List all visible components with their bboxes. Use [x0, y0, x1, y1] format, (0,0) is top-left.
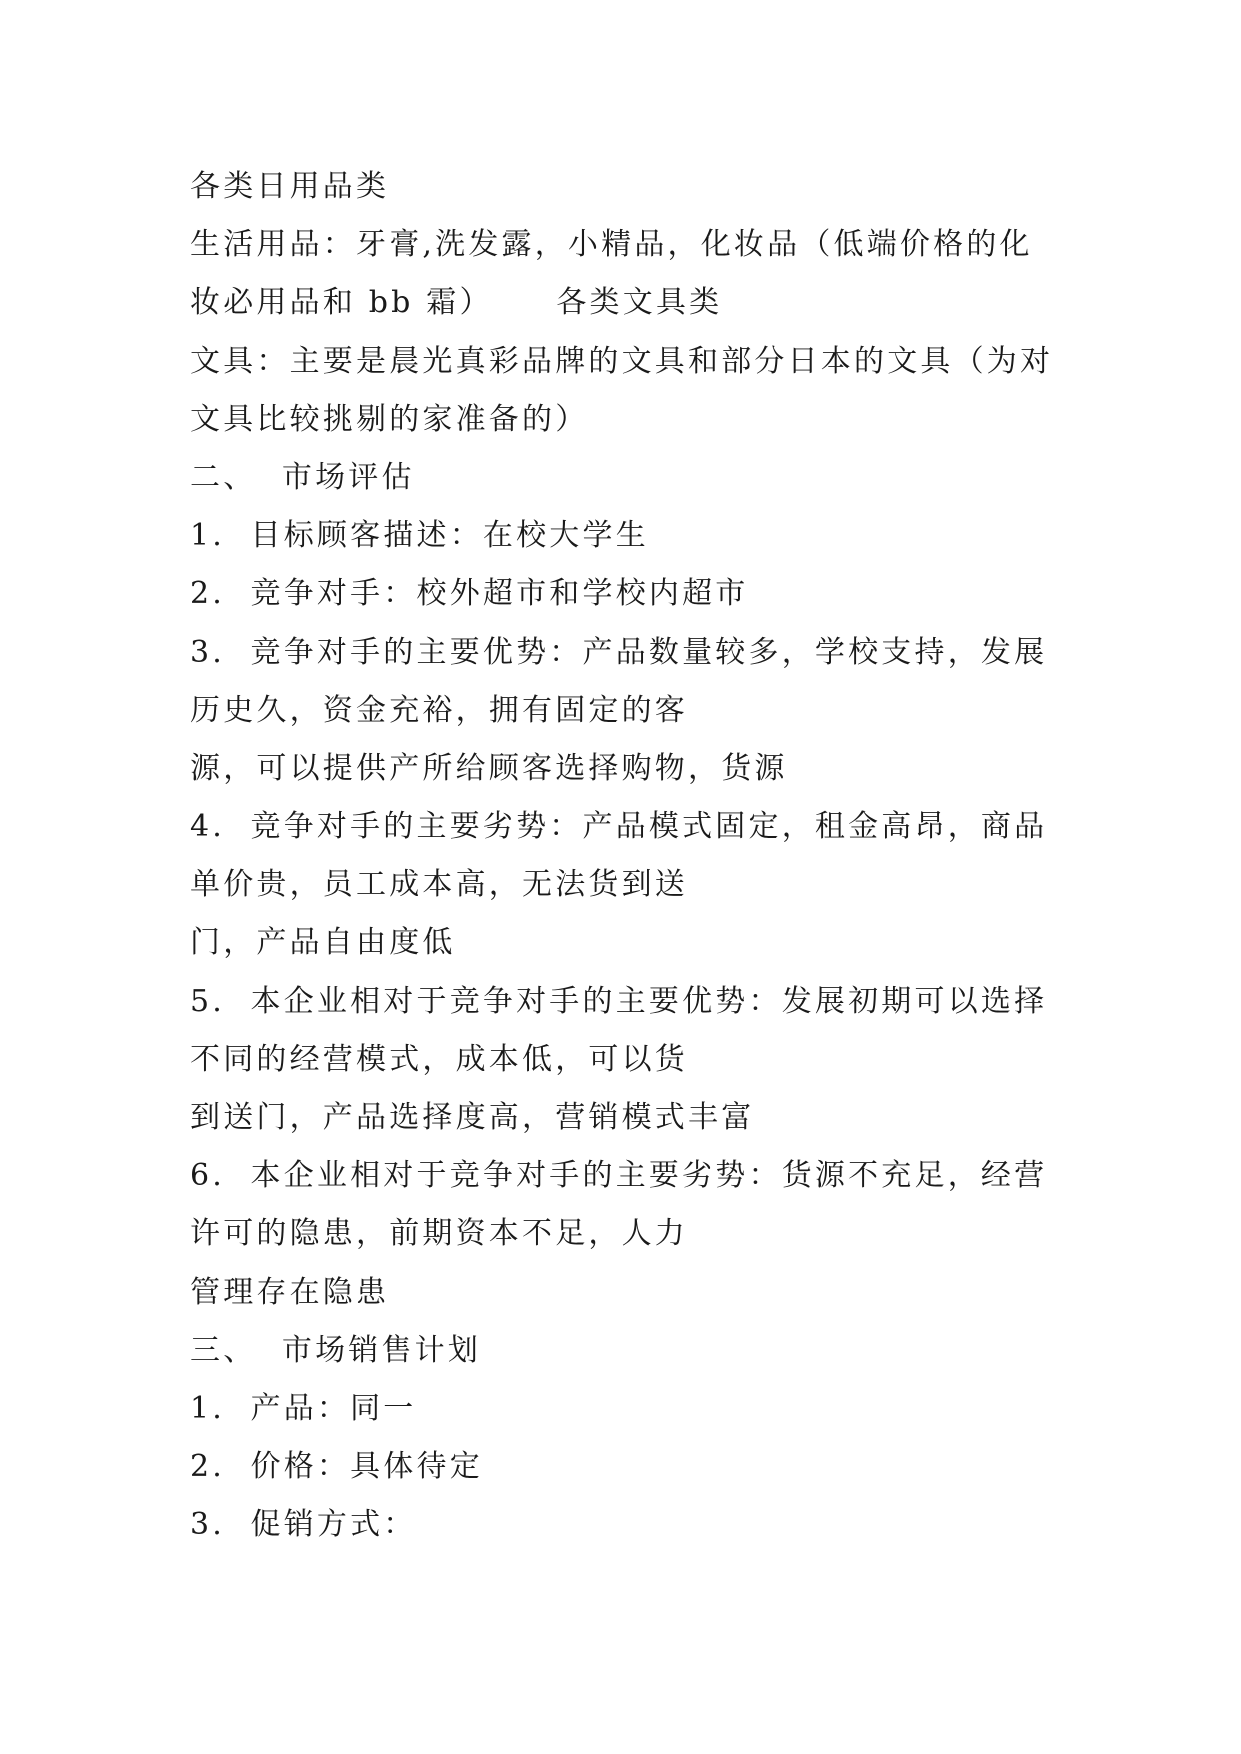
text-line: 到送门，产品选择度高，营销模式丰富 [190, 1100, 755, 1135]
list-item: 3. 促销方式： [190, 1507, 417, 1543]
text-line: 门，产品自由度低 [190, 925, 456, 961]
text-line: 生活用品：牙膏,洗发露，小精品，化妆品（低端价格的化 [190, 227, 1033, 263]
list-item: 6. 本企业相对于竞争对手的主要劣势：货源不充足，经营 [190, 1158, 1048, 1194]
text-line: 妆必用品和 bb 霜） 各类文具类 [190, 285, 723, 321]
list-item: 1. 产品：同一 [190, 1390, 417, 1426]
list-item: 1. 目标顾客描述：在校大学生 [190, 518, 649, 554]
section-heading: 三、 市场销售计划 [190, 1332, 482, 1368]
text-line: 文具比较挑剔的家准备的） [190, 401, 589, 437]
text-line: 文具：主要是晨光真彩品牌的文具和部分日本的文具（为对 [190, 343, 1054, 379]
section-heading: 二、 市场评估 [190, 459, 415, 495]
text-line: 管理存在隐患 [190, 1274, 390, 1310]
list-item: 3. 竞争对手的主要优势：产品数量较多，学校支持，发展 [190, 634, 1048, 670]
list-item: 5. 本企业相对于竞争对手的主要优势：发展初期可以选择 [190, 983, 1048, 1019]
text-line: 许可的隐患，前期资本不足，人力 [190, 1216, 688, 1252]
list-item: 2. 价格：具体待定 [190, 1449, 483, 1485]
text-line: 单价贵，员工成本高，无法货到送 [190, 867, 688, 903]
list-item: 4. 竞争对手的主要劣势：产品模式固定，租金高昂，商品 [190, 809, 1048, 845]
text-line: 源，可以提供产所给顾客选择购物，货源 [190, 750, 788, 786]
text-line: 各类日用品类 [190, 169, 390, 204]
document-body [190, 158, 1060, 1555]
list-item: 2. 竞争对手：校外超市和学校内超市 [190, 576, 749, 612]
text-line: 不同的经营模式，成本低，可以货 [190, 1041, 688, 1077]
text-line: 历史久，资金充裕，拥有固定的客 [190, 692, 688, 728]
